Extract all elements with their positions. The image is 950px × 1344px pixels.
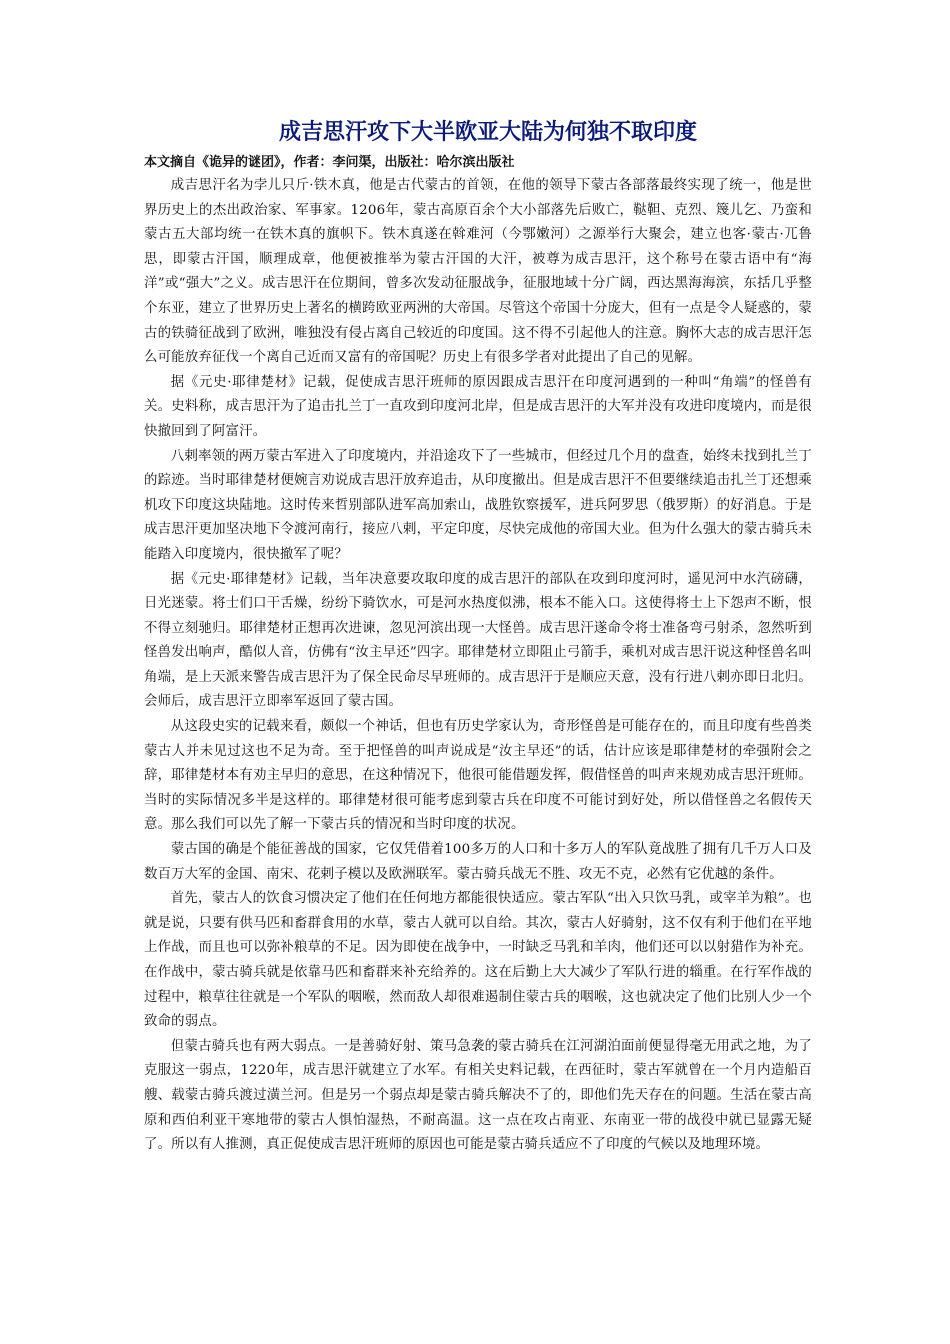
source-line: 本文摘自《诡异的谜团》，作者：李问渠，出版社：哈尔滨出版社 bbox=[144, 155, 515, 170]
paragraph-6: 蒙古国的确是个能征善战的国家，它仅凭借着100多万的人口和十多万人的军队竟战胜了拥有几千万人口及数百万大军的金国、南宋、花剌子模以及欧洲联军。蒙古骑兵战无不胜、攻无不克，必然有它优越的条件。 bbox=[144, 842, 812, 882]
paragraph-2: 据《元史·耶律楚材》记载，促使成吉思汗班师的原因跟成吉思汗在印度河遇到的一种叫“角端”的怪兽有关。史料称，成吉思汗为了追击扎兰丁一直攻到印度河北岸，但是成吉思汗的大军并没有攻进印度境内，而是很快撤回到了阿富汗。 bbox=[144, 374, 812, 439]
paragraph-5: 从这段史实的记载来看，颇似一个神话，但也有历史学家认为，奇形怪兽是可能存在的，而且印度有些兽类蒙古人并未见过这也不足为奇。至于把怪兽的叫声说成是“汝主早还”的话，估计应该是耶律楚材的牵强附会之辞，耶律楚材本有劝主早归的意思，在这种情况下，他很可能借题发挥，假借怪兽的叫声来规劝成吉思汗班师。当时的实际情况多半是这样的。耶律楚材很可能考虑到蒙古兵在印度不可能讨到好处，所以借怪兽之名假传天意。那么我们可以先了解一下蒙古兵的情况和当时印度的状况。 bbox=[144, 719, 812, 833]
article-title: 成吉思汗攻下大半欧亚大陆为何独不取印度 bbox=[278, 120, 697, 145]
paragraph-7: 首先，蒙古人的饮食习惯决定了他们在任何地方都能很快适应。蒙古军队“出入只饮马乳，或宰羊为粮”。也就是说，只要有供马匹和畜群食用的水草，蒙古人就可以自给。其次，蒙古人好骑射，这不仅有利于他们在平地上作战，而且也可以弥补粮草的不足。因为即使在战争中，一时缺乏马乳和羊肉，他们还可以以射猎作为补充。在作战中，蒙古骑兵就是依靠马匹和畜群来补充给养的。这在后勤上大大减少了军队行进的辎重。在行军作战的过程中，粮草往往就是一个军队的咽喉，然而敌人却很难遏制住蒙古兵的咽喉，这也就决定了他们比别人少一个致命的弱点。 bbox=[144, 891, 812, 1030]
paragraph-1: 成吉思汗名为孛儿只斤·铁木真，他是古代蒙古的首领，在他的领导下蒙古各部落最终实现了统一，他是世界历史上的杰出政治家、军事家。1206年，蒙古高原百余个大小部落先后败亡，鞑靼、克烈、篾儿乞、乃蛮和蒙古五大部均统一在铁木真的旗帜下。铁木真遂在斡难河（今鄂嫩河）之源举行大聚会，建立也客·蒙古·兀鲁思，即蒙古汗国，顺理成章，他便被推举为蒙古汗国的大汗，被尊为成吉思汗，这个称号在蒙古语中有“海洋”或“强大”之义。成吉思汗在位期间，曾多次发动征服战争，征服地域十分广阔，西达黑海海滨，东括几乎整个东亚，建立了世界历史上著名的横跨欧亚两洲的大帝国。尽管这个帝国十分庞大，但有一点是令人疑惑的，蒙古的铁骑征战到了欧洲，唯独没有侵占离自己较近的印度国。这不得不引起他人的注意。胸怀大志的成吉思汗怎么可能放弃征伐一个离自己近而又富有的帝国呢？历史上有很多学者对此提出了自己的见解。 bbox=[144, 178, 812, 366]
paragraph-3: 八剌率领的两万蒙古军进入了印度境内，并沿途攻下了一些城市，但经过几个月的盘查，始终未找到扎兰丁的踪迹。当时耶律楚材便婉言劝说成吉思汗放弃追击，从印度撤出。但是成吉思汗不但要继续追击扎兰丁还想乘机攻下印度这块陆地。这时传来哲别部队进军高加索山，战胜钦察援军，进兵阿罗思（俄罗斯）的好消息。于是成吉思汗更加坚决地下令渡河南行，接应八剌，平定印度，尽快完成他的帝国大业。但为什么强大的蒙古骑兵未能踏入印度境内，很快撤军了呢？ bbox=[144, 448, 812, 562]
paragraph-4: 据《元史·耶律楚材》记载，当年决意要攻取印度的成吉思汗的部队在攻到印度河时，遥见河中水汽磅礴，日光迷蒙。将士们口干舌燥，纷纷下骑饮水，可是河水热度似沸，根本不能入口。这使得将士上下怨声不断，恨不得立刻驰归。耶律楚材正想再次进谏，忽见河滨出现一大怪兽。成吉思汗遂命令将士准备弯弓射杀，忽然听到怪兽发出响声，酷似人音，仿佛有“汝主早还”四字。耶律楚材立即阻止弓箭手，乘机对成吉思汗说这种怪兽名叫角端，是上天派来警告成吉思汗为了保全民命尽早班师的。成吉思汗于是顺应天意，没有行进八剌亦即日北归。会师后，成吉思汗立即率军返回了蒙古国。 bbox=[144, 571, 812, 710]
paragraph-8: 但蒙古骑兵也有两大弱点。一是善骑好射、策马急袭的蒙古骑兵在江河湖泊面前便显得毫无用武之地，为了克服这一弱点，1220年，成吉思汗就建立了水军。有相关史料记载，在西征时，蒙古军就曾在一个月内造船百艘、载蒙古骑兵渡过潢兰河。但是另一个弱点却是蒙古骑兵解决不了的，即他们先天存在的问题。生活在蒙古高原和西伯利亚干寒地带的蒙古人惧怕湿热，不耐高温。这一点在攻占南亚、东南亚一带的战役中就已显露无疑了。所以有人推测，真正促使成吉思汗班师的原因也可能是蒙古骑兵适应不了印度的气候以及地理环境。 bbox=[144, 1038, 812, 1153]
document-page bbox=[144, 118, 812, 1158]
